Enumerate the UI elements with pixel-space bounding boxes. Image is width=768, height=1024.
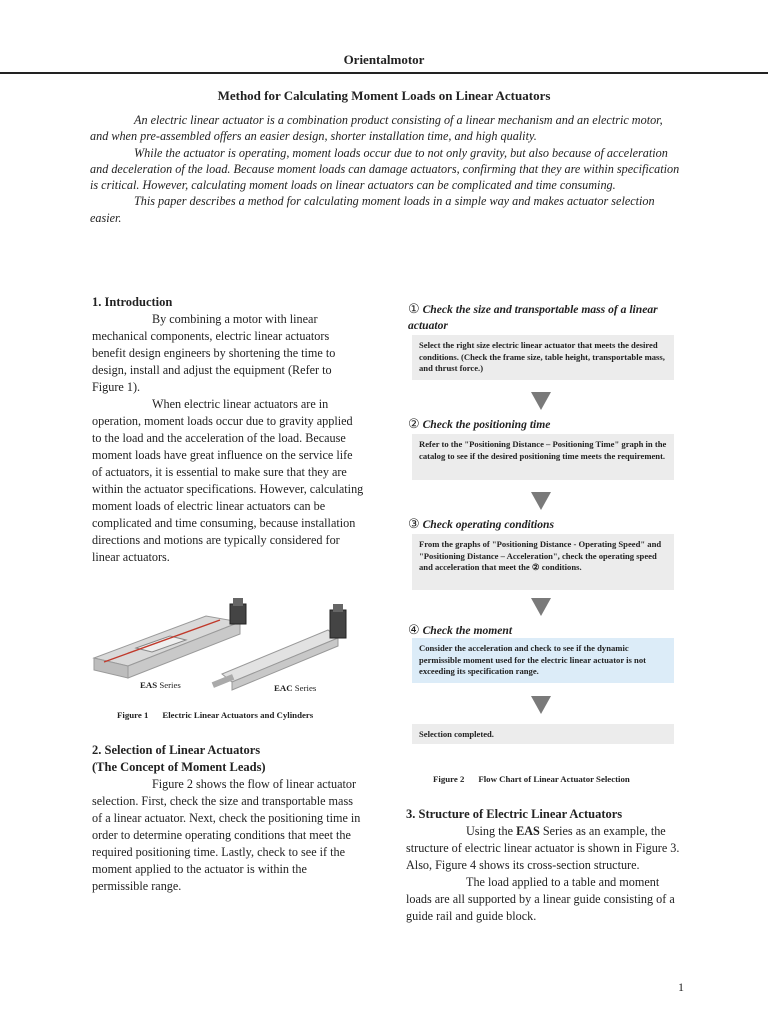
section-heading: 3. Structure of Electric Linear Actuators: [406, 807, 623, 821]
flow-step-title: [408, 622, 674, 639]
abstract-paragraph: An electric linear actuator is a combination product consisting of a linear mechanism and an electric motor, and when pre-assembled offers an easier design, shorter installation time, and high quality.: [90, 113, 663, 144]
figure1-caption-num: Figure 1: [117, 710, 149, 720]
flow-arrow-icon: [531, 696, 551, 714]
eac-label-bold: EAC: [274, 683, 293, 693]
section-selection: [92, 742, 364, 895]
figure1-caption: [117, 710, 313, 720]
step-number: ③: [408, 516, 420, 531]
p1-bold: EAS: [516, 824, 540, 838]
step-title-text: Check the size and transportable mass of a linear actuator: [408, 303, 658, 332]
p1-after: Series as an example, the structure of electric linear actuator is shown in Figure 3. Also, Figure 4 shows its cross-section structure.: [406, 824, 680, 872]
eac-label: [274, 683, 316, 693]
body-paragraph: Figure 2 shows the flow of linear actuator selection. First, check the size and transportable mass of a linear actuator. Next, check the positioning time in order to determine operating conditions that meet the required positioning time. Lastly, check to see if the moment applied to the actuator is within the permissible range.: [92, 777, 361, 893]
flow-final-box: Selection completed.: [412, 724, 674, 744]
section-subheading: (The Concept of Moment Leads): [92, 760, 266, 774]
abstract-paragraph: This paper describes a method for calculating moment loads in a simple way and makes actuator selection easier.: [90, 194, 655, 225]
page-number: 1: [678, 980, 684, 994]
header-brand: Orientalmotor: [343, 52, 425, 67]
eas-label: [140, 680, 181, 690]
step-title-text: Check operating conditions: [422, 518, 554, 531]
body-paragraph: The load applied to a table and moment loads are all supported by a linear guide consisting of a guide rail and guide block.: [406, 875, 675, 923]
step-number: ①: [408, 301, 420, 316]
figure1-caption-text: Electric Linear Actuators and Cylinders: [162, 710, 314, 720]
body-paragraph: When electric linear actuators are in operation, moment loads occur due to gravity applied to the load and the acceleration of the load. Because moment loads have great influence on the service life of actuators, it is essential to make sure that they are within the actuator specifications. However, calculating moment loads of electric linear actuators can be complicated and time consuming, because installation directions and motions are typically considered for linear actuators.: [92, 397, 364, 564]
step-number: ④: [408, 622, 420, 637]
flow-arrow-icon: [531, 492, 551, 510]
p1-before: Using the: [466, 824, 517, 838]
eas-label-rest: Series: [157, 680, 181, 690]
header-rule: [0, 72, 768, 74]
figure2-caption: [433, 774, 630, 784]
eas-actuator-image: [94, 598, 246, 678]
figure2-caption-num: Figure 2: [433, 774, 465, 784]
section-heading: 2. Selection of Linear Actuators: [92, 743, 261, 757]
section-heading: 1. Introduction: [92, 295, 173, 309]
section-introduction: [92, 294, 364, 566]
step-number: ②: [408, 416, 420, 431]
flow-step-title: [408, 301, 674, 334]
flow-step-box: From the graphs of "Positioning Distance - Operating Speed" and "Positioning Distance – Acceleration", check the operating speed and acceleration that meet the ② conditions.: [412, 534, 674, 590]
step-title-text: Check the moment: [422, 624, 513, 637]
figure2-caption-text: Flow Chart of Linear Actuator Selection: [478, 774, 630, 784]
abstract-paragraph: While the actuator is operating, moment loads occur due to not only gravity, but also because of acceleration and deceleration of the load. Because moment loads can damage actuators, confirming that they are within specification is critical. However, calculating moment loads on linear actuators can be complicated and time consuming.: [90, 145, 680, 193]
flow-step-box: Refer to the "Positioning Distance – Positioning Time" graph in the catalog to see if the desired positioning time meets the requirement.: [412, 434, 674, 480]
flow-step-box: Select the right size electric linear actuator that meets the desired conditions. (Check the frame size, table height, transportable mass, and thrust force.): [412, 335, 674, 380]
flow-step-title: [408, 416, 674, 433]
flow-arrow-icon: [531, 598, 551, 616]
flow-arrow-icon: [531, 392, 551, 410]
step-title-text: Check the positioning time: [422, 418, 551, 431]
flow-step-title: [408, 516, 674, 533]
eac-label-rest: Series: [292, 683, 317, 693]
section-structure: [406, 806, 680, 925]
eas-label-bold: EAS: [140, 680, 158, 690]
abstract: [90, 112, 682, 226]
body-paragraph: By combining a motor with linear mechanical components, electric linear actuators benefit design engineers by shortening the time to design, install and adjust the equipment (Refer to Figure 1).: [92, 312, 336, 394]
body-paragraph: [406, 823, 680, 874]
flow-step-box: Consider the acceleration and check to see if the dynamic permissible moment used for the electric linear actuator is not exceeding its specification range.: [412, 638, 674, 683]
paper-title: Method for Calculating Moment Loads on Linear Actuators: [217, 88, 551, 103]
